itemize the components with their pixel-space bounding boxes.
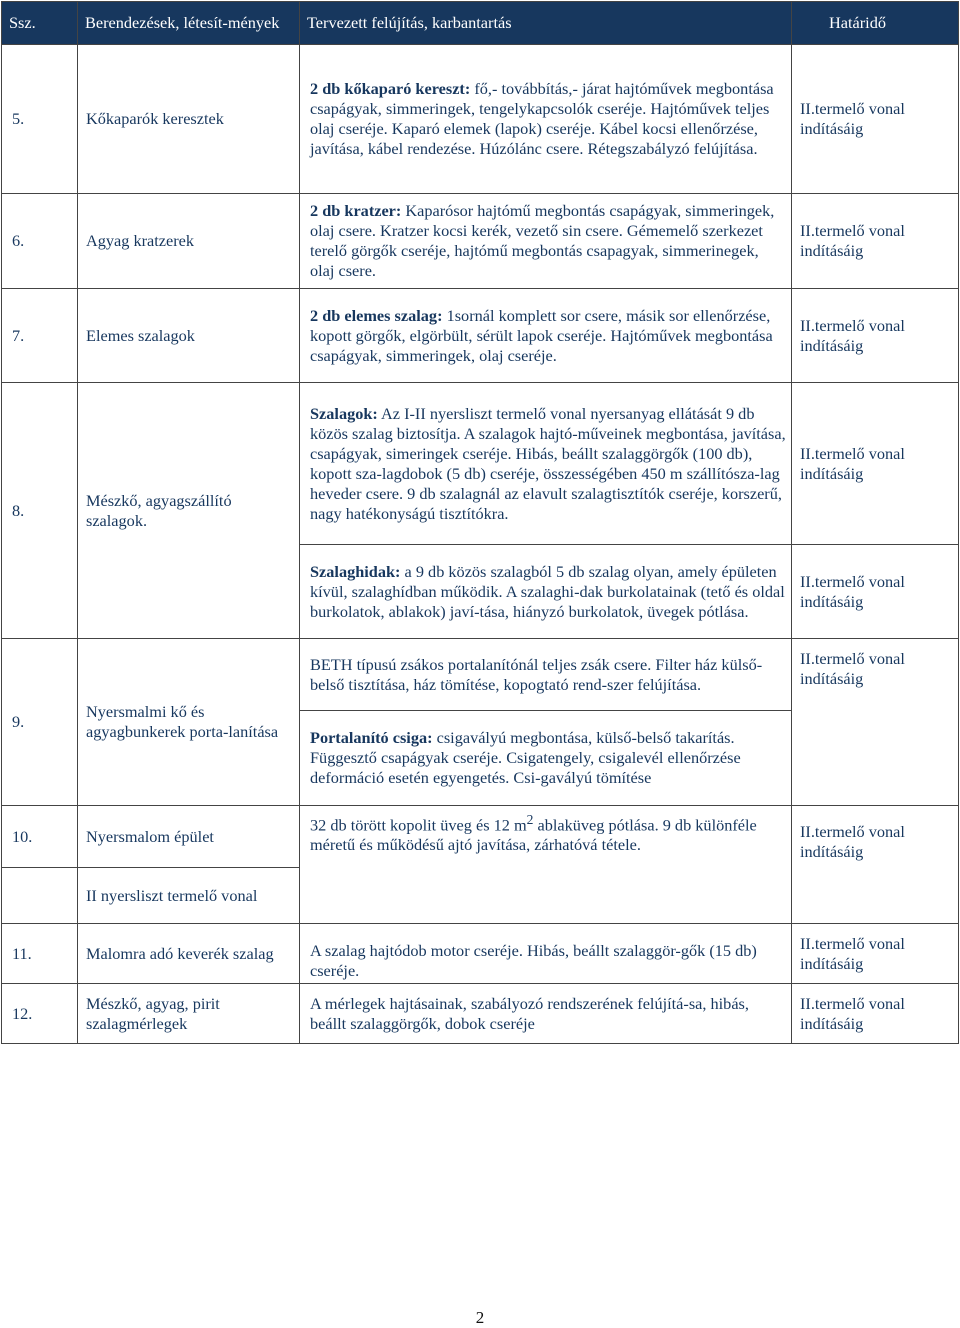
row-equipment: Mészkő, agyagszállító szalagok. [78,383,300,639]
row-work [300,711,792,806]
row-deadline: II.termelő vonal indításáig [792,289,959,383]
row-number: 12. [2,984,78,1044]
row-work-text: csigavályú megbontása, külső-belső takarítás. Függesztő csapágyak cseréje. Csigatengely, csigalevél ellenőrzése deformáció esetén egyengetés. Csi-gavályú tömítése [310,728,741,787]
row-work: A szalag hajtódob motor cseréje. Hibás, beállt szalaggör-gők (15 db) cseréje. [300,924,792,984]
row-number: 5. [2,45,78,194]
row-work-text: 32 db törött kopolit üveg és 12 m [310,815,527,835]
page-number: 2 [475,1308,485,1327]
row-deadline: II.termelő vonal indításáig [792,806,959,924]
row-work [300,289,792,383]
row-equipment: Mészkő, agyag, pirit szalagmérlegek [78,984,300,1044]
header-felujitas: Tervezett felújítás, karbantartás [300,2,792,45]
row-work-text: BETH típusú zsákos portalanítónál teljes zsák csere. Filter ház külső-belső tisztítása, ház tömítése, kopogtató rend-szer felújítása. [310,654,763,694]
row-number: 8. [2,383,78,639]
row-equipment: Nyersmalom épület [78,806,300,868]
table-row [2,984,959,1044]
row-work-bold: 2 db kratzer: [310,201,402,220]
row-deadline: II.termelő vonal indításáig [792,194,959,289]
table-row [2,383,959,545]
row-work-sup: 2 [526,812,534,827]
header-ssz: Ssz. [2,2,78,45]
row-work: A mérlegek hajtásainak, szabályozó rendszerének felújítá-sa, hibás, beállt szalaggörgők, dobok cseréje [300,984,792,1044]
table-row [2,639,959,711]
row-number: 6. [2,194,78,289]
table-header-row [2,2,959,45]
row-work-text: 1sornál komplett sor csere, másik sor ellenőrzése, kopott görgők, elgörbült, sérült lapok cseréje. Hajtóművek megbontása csapágyak, simmeringek, olaj cseréje. [310,305,773,365]
row-deadline: II.termelő vonal indításáig [792,639,959,806]
row-work [300,45,792,194]
table-row [2,806,959,868]
row-work-text: Az I-II nyersliszt termelő vonal nyersanyag ellátását 9 db közös szalag biztosítja. A szalagok hajtó-műveinek megbontása, javítása, csapágyak, simeringek cseréje. Hibás, beállt szalaggörgők (100 db), kopott sza-lagdobok (5 db) cseréje, összességében 450 m szállítósza-lag heveder csere. 9 db szalagnál az elavult szalagtisztítók cseréje, korszerű, nagy hatékonyságú tisztítókra. [310,403,786,523]
row-deadline: II.termelő vonal indításáig [792,984,959,1044]
row-number: 9. [2,639,78,806]
row-equipment: Agyag kratzerek [78,194,300,289]
table-row [2,924,959,984]
row-work [300,383,792,545]
row-work-bold: Szalaghidak: [310,561,401,581]
row-work [300,194,792,289]
table-row [2,194,959,289]
row-equipment: Nyersmalmi kő és agyagbunkerek porta-lanítása [78,639,300,806]
header-berendezesek: Berendezések, létesít-mények [78,2,300,45]
row-deadline: II.termelő vonal indításáig [792,545,959,639]
row-work-text: a 9 db közös szalagból 5 db szalag olyan, amely épületen kívül, szalaghídban működik. A szalaghi-dak burkolatainak (tető és oldal burkolatok, ablakok) javí-tása, hiányzó burkolatok, üvegek pótlása. [310,561,785,621]
row-number [2,868,78,924]
row-deadline: II.termelő vonal indításáig [792,383,959,545]
row-deadline: II.termelő vonal indításáig [792,45,959,194]
row-number: 7. [2,289,78,383]
table-row [2,45,959,194]
row-work [300,545,792,639]
row-work-bold: 2 db elemes szalag: [310,305,443,325]
row-work [300,806,792,924]
row-work-text: fő,- továbbítás,- járat hajtóművek megbontása csapágyak, simmeringek, tengelykapcsolók cseréje. Hajtóművek teljes olaj cseréje. Kaparó elemek (lapok) cseréje. Kábel kocsi ellenőrzése, javítása, kábel rendezése. Húzólánc csere. Rétegszabályzó felújítása. [310,79,774,158]
table-row [2,289,959,383]
row-work-text: Kaparósor hajtómű megbontás csapágyak, simmeringek, olaj csere. Kratzer kocsi kerék, vezető sin csere. Gémemelő szerkezet terelő görgők cseréje, hajtómű megbontás csapagyak, simmerinegek, olaj csere. [310,201,775,280]
row-number: 11. [2,924,78,984]
maintenance-table [1,1,959,1044]
row-equipment: Elemes szalagok [78,289,300,383]
row-work-bold: Portalanító csiga: [310,728,433,747]
row-work-bold: Szalagok: [310,403,378,423]
row-work [300,639,792,711]
row-number: 10. [2,806,78,868]
row-deadline: II.termelő vonal indításáig [792,924,959,984]
row-equipment: Malomra adó keverék szalag [78,924,300,984]
header-hatarido: Határidő [792,2,959,45]
row-equipment: Kőkaparók keresztek [78,45,300,194]
row-work-bold: 2 db kőkaparó kereszt: [310,79,471,98]
row-work-text-post: ablaküveg pótlása. 9 db különféle méretű és működésű ajtó javítása, zárhatóvá tétele. [310,815,757,855]
section-title: II nyersliszt termelő vonal [78,868,300,924]
